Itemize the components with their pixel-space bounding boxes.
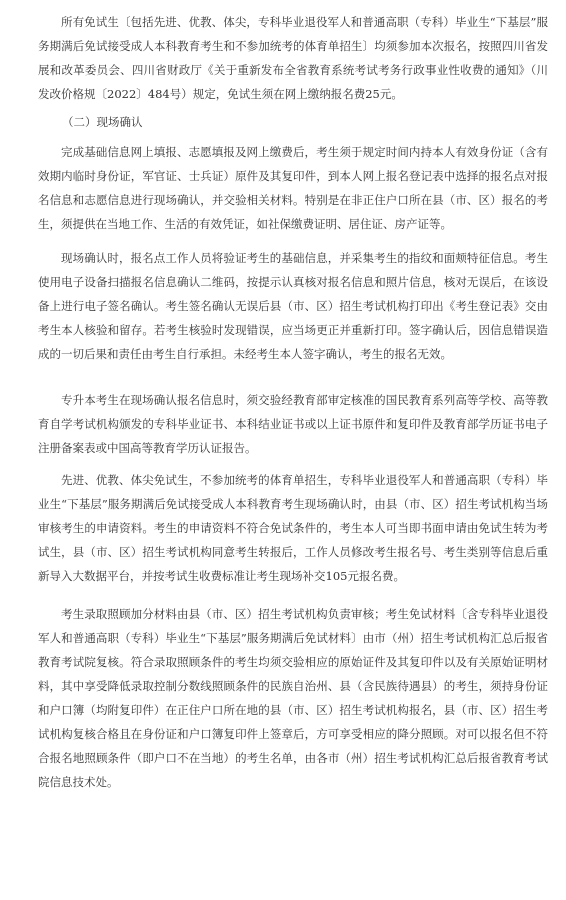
paragraph-upgrade-students: 专升本考生在现场确认报名信息时，须交验经教育部审定核准的国民教育系列高等学校、高等教育自学考试机构颁发的专科毕业证书、本科结业证书或以上证书原件和复印件及教育部学历证书电子注册备案表或中国高等教育学历认证报告。: [38, 393, 548, 455]
paragraph-exempt-registration: 所有免试生〔包括先进、优教、体尖，专科毕业退役军人和普通高职（专科）毕业生“下基层”服务期满后免试接受成人本科教育考生和不参加统考的体育单招生〕均须参加本次报名，按照四川省发展和改革委员会、四川省财政厅《关于重新发布全省教育系统考试考务行政事业性收费的通知》（川发改价格规〔2022〕484号）规定，免试生须在网上缴纳报名费25元。: [38, 15, 548, 101]
paragraph-exempt-review: 先进、优教、体尖免试生，不参加统考的体育单招生，专科毕业退役军人和普通高职（专科）毕业生“下基层”服务期满后免试接受成人本科教育考生现场确认时，由县（市、区）招生考试机构当场审核考生的申请资料。考生的申请资料不符合免试条件的，考生本人可当即书面申请由免试生转为考试生，县（市、区）招生考试机构同意考生转报后，工作人员修改考生报名号、考生类别等信息后重新导入大数据平台，并按考试生收费标准让考生现场补交105元报名费。: [38, 473, 548, 583]
paragraph-bonus-materials: 考生录取照顾加分材料由县（市、区）招生考试机构负责审核；考生免试材料〔含专科毕业退役军人和普通高职（专科）毕业生“下基层”服务期满后免试材料〕由市（州）招生考试机构汇总后报省教育考试院复核。符合录取照顾条件的考生均须交验相应的原始证件及其复印件以及有关原始证明材料，其中享受降低录取控制分数线照顾条件的民族自治州、县（含民族待遇县）的考生，须持身份证和户口簿（均附复印件）在正住户口所在地的县（市、区）招生考试机构报名，县（市、区）招生考试机构复核合格且在身份证和户口簿复印件上签章后，方可享受相应的降分照顾。对可以报名但不符合报名地照顾条件（即户口不在当地）的考生名单，由各市（州）招生考试机构汇总后报省教育考试院信息技术处。: [38, 607, 548, 789]
section-heading-onsite-confirmation: （二）现场确认: [62, 115, 143, 129]
paragraph-onsite-procedure: 现场确认时，报名点工作人员将验证考生的基础信息，并采集考生的指纹和面颊特征信息。考生使用电子设备扫描报名信息确认二维码，按提示认真核对报名信息和照片信息，核对无误后，在该设备上进行电子签名确认。考生签名确认无误后县（市、区）招生考试机构打印出《考生登记表》交由考生本人核验和留存。若考生核验时发现错误，应当场更正并重新打印。签字确认后，因信息错误造成的一切后果和责任由考生自行承担。未经考生本人签字确认，考生的报名无效。: [38, 251, 548, 361]
paragraph-onsite-materials: 完成基础信息网上填报、志愿填报及网上缴费后，考生须于规定时间内持本人有效身份证（含有效期内临时身份证，军官证、士兵证）原件及其复印件，到本人网上报名登记表中选择的报名点对报名信息和志愿信息进行现场确认，并交验相关材料。特别是在非正住户口所在县（市、区）报名的考生，须提供在当地工作、生活的有效凭证，如社保缴费证明、居住证、房产证等。: [38, 145, 548, 231]
